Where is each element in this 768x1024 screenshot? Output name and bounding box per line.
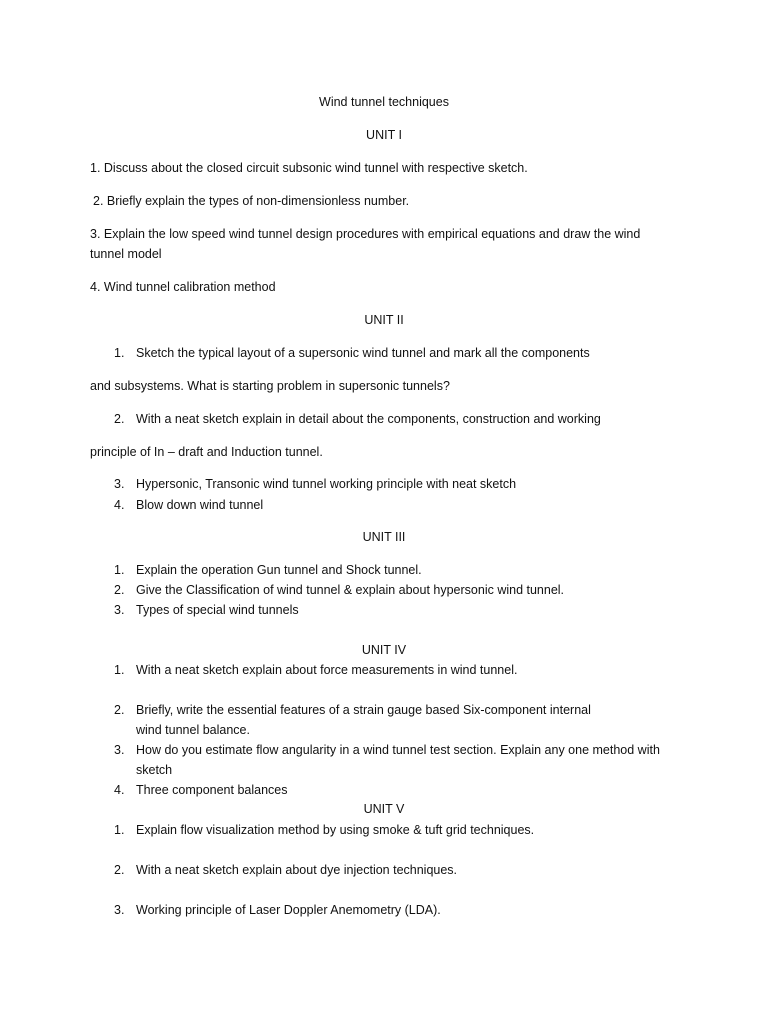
unit-1-heading: UNIT I: [366, 128, 402, 142]
unit-3-item-3-text: Types of special wind tunnels: [136, 603, 299, 617]
unit-3-item-2-text: Give the Classification of wind tunnel & explain about hypersonic wind tunnel.: [136, 583, 565, 597]
unit-4-item-3-continuation: sketch: [136, 763, 173, 777]
unit-1-question-3-continuation: tunnel model: [90, 247, 162, 261]
unit-3-item-3-number: 3.: [114, 603, 125, 617]
unit-3-item-1-text: Explain the operation Gun tunnel and Shock tunnel.: [136, 563, 422, 577]
unit-4-item-2-number: 2.: [114, 703, 125, 717]
unit-1-question-1: 1. Discuss about the closed circuit subsonic wind tunnel with respective sketch.: [90, 161, 528, 175]
unit-2-item-2-text: With a neat sketch explain in detail about the components, construction and working: [136, 412, 601, 426]
unit-4-item-4-text: Three component balances: [136, 783, 288, 797]
unit-5-item-2-number: 2.: [114, 863, 125, 877]
unit-2-item-3-number: 3.: [114, 477, 125, 491]
unit-1-question-2: 2. Briefly explain the types of non-dimensionless number.: [93, 194, 410, 208]
unit-4-item-1-number: 1.: [114, 663, 125, 677]
unit-4-item-3-number: 3.: [114, 743, 125, 757]
unit-3-heading: UNIT III: [362, 530, 406, 544]
unit-5-item-1-text: Explain flow visualization method by using smoke & tuft grid techniques.: [136, 823, 535, 837]
unit-5-item-1-number: 1.: [114, 823, 125, 837]
unit-2-heading: UNIT II: [364, 313, 404, 327]
unit-2-item-1-number: 1.: [114, 346, 125, 360]
unit-2-item-3-text: Hypersonic, Transonic wind tunnel working principle with neat sketch: [136, 477, 517, 491]
unit-4-item-2-continuation: wind tunnel balance.: [136, 723, 250, 737]
unit-2-item-4-number: 4.: [114, 498, 125, 512]
unit-4-item-1-text: With a neat sketch explain about force measurements in wind tunnel.: [136, 663, 518, 677]
unit-4-item-2-text: Briefly, write the essential features of a strain gauge based Six-component internal: [136, 703, 591, 717]
unit-2-item-2-continuation: principle of In – draft and Induction tunnel.: [90, 445, 323, 459]
unit-3-item-1-number: 1.: [114, 563, 125, 577]
unit-2-item-1-text: Sketch the typical layout of a supersonic wind tunnel and mark all the components: [136, 346, 590, 360]
unit-1-question-4: 4. Wind tunnel calibration method: [90, 280, 276, 294]
unit-5-heading: UNIT V: [363, 802, 405, 816]
unit-2-item-1-continuation: and subsystems. What is starting problem in supersonic tunnels?: [90, 379, 450, 393]
unit-3-item-2-number: 2.: [114, 583, 125, 597]
unit-5-item-3-number: 3.: [114, 903, 125, 917]
unit-2-item-2-number: 2.: [114, 412, 125, 426]
unit-4-item-3-text: How do you estimate flow angularity in a wind tunnel test section. Explain any one method with: [136, 743, 660, 757]
unit-2-item-4-text: Blow down wind tunnel: [136, 498, 264, 512]
unit-5-item-3-text: Working principle of Laser Doppler Anemometry (LDA).: [136, 903, 441, 917]
unit-4-heading: UNIT IV: [361, 643, 407, 657]
unit-5-item-2-text: With a neat sketch explain about dye injection techniques.: [136, 863, 458, 877]
unit-1-question-3: 3. Explain the low speed wind tunnel design procedures with empirical equations and draw the wind: [90, 227, 641, 241]
unit-4-item-4-number: 4.: [114, 783, 125, 797]
document-title: Wind tunnel techniques: [319, 95, 449, 109]
